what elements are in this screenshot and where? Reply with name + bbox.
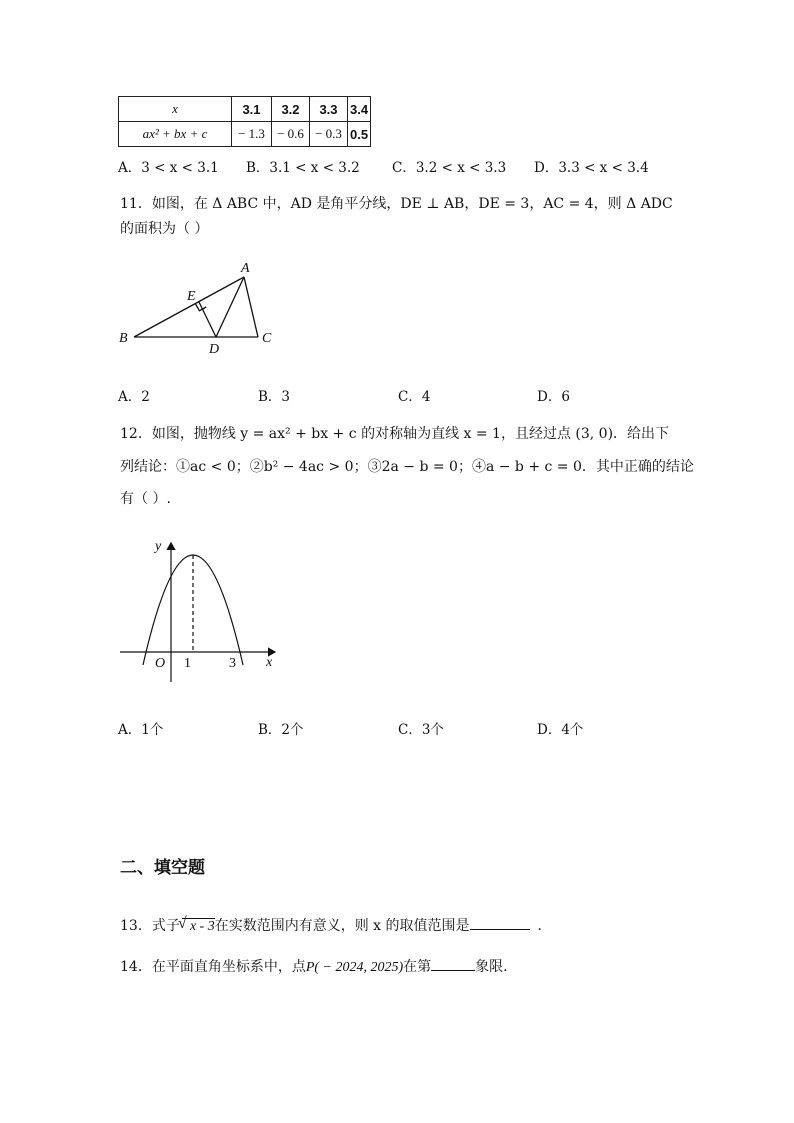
segment-ad [216, 277, 244, 337]
label-b: B [119, 331, 128, 346]
axis-label-y: y [155, 539, 162, 554]
q14-end: 象限. [475, 959, 508, 975]
q12-stem-line1: 12．如图，抛物线 y = ax² + bx + c 的对称轴为直线 x = 1，且经过点 (3, 0)．给出下 [120, 426, 670, 442]
table-cell: 3.3 [310, 97, 348, 122]
q14-line [120, 956, 508, 976]
table-row [119, 122, 371, 147]
q11-stem-line1: 11．如图，在 Δ ABC 中，AD 是角平分线，DE ⊥ AB，DE = 3，AC = 4，则 Δ ADC [120, 196, 673, 212]
q10-option-c: C．3.2 < x < 3.3 [392, 160, 507, 176]
table-cell: − 1.3 [232, 122, 272, 147]
tick-label-1: 1 [184, 656, 191, 671]
q14-mid: 在第 [403, 959, 432, 975]
q13-line [120, 915, 552, 935]
answer-blank[interactable] [470, 915, 530, 930]
tick-label-3: 3 [229, 656, 236, 671]
table-cell: ax² + bx + c [119, 122, 232, 147]
table-cell: − 0.3 [310, 122, 348, 147]
label-c: C [262, 331, 272, 346]
point-expression: P( − 2024, 2025) [305, 960, 404, 975]
label-e: E [187, 289, 196, 304]
q13-prefix: 13．式子 [120, 918, 180, 934]
q11-stem-line2: 的面积为（ ） [120, 221, 209, 237]
q11-option-c: C．4 [398, 389, 431, 405]
origin-label: O [155, 656, 166, 671]
segment-ac [244, 277, 258, 337]
q11-option-a: A．2 [118, 389, 150, 405]
table-cell: 3.2 [272, 97, 310, 122]
table-cell: 3.4 [348, 97, 371, 122]
q10-option-b: B．3.1 < x < 3.2 [246, 160, 360, 176]
answer-blank[interactable] [431, 956, 475, 971]
triangle-figure [110, 255, 290, 360]
table-cell: 3.1 [232, 97, 272, 122]
q10-option-d: D．3.3 < x < 3.4 [534, 160, 649, 176]
q13-end: ． [537, 918, 552, 934]
parabola-figure [115, 535, 285, 685]
q12-stem-line3: 有（ ）. [120, 491, 171, 507]
q13-suffix: 在实数范围内有意义，则 x 的取值范围是 [214, 918, 470, 934]
segment-de [199, 302, 216, 337]
label-a: A [241, 261, 250, 276]
table-row [119, 97, 371, 122]
q12-option-c: C．3个 [398, 722, 444, 738]
table-cell: 0.5 [348, 122, 371, 147]
q12-option-a: A．1个 [118, 722, 164, 738]
section-title: 二、填空题 [120, 858, 205, 878]
value-table [118, 96, 371, 147]
label-d: D [209, 342, 220, 357]
sqrt-expression: √ x - 3 [182, 918, 215, 935]
table-cell: − 0.6 [272, 122, 310, 147]
q14-prefix: 14．在平面直角坐标系中，点 [120, 959, 306, 975]
q10-option-a: A．3 < x < 3.1 [118, 160, 219, 176]
q12-option-b: B．2个 [258, 722, 304, 738]
axis-label-x: x [266, 655, 273, 670]
table-cell: x [119, 97, 232, 122]
segment-ba [134, 277, 244, 337]
q12-option-d: D．4个 [537, 722, 584, 738]
q11-option-d: D．6 [537, 389, 570, 405]
q12-stem-line2: 列结论：①ac < 0；②b² − 4ac > 0；③2a − b = 0；④a − b + c = 0．其中正确的结论 [120, 459, 694, 475]
q11-option-b: B．3 [258, 389, 291, 405]
